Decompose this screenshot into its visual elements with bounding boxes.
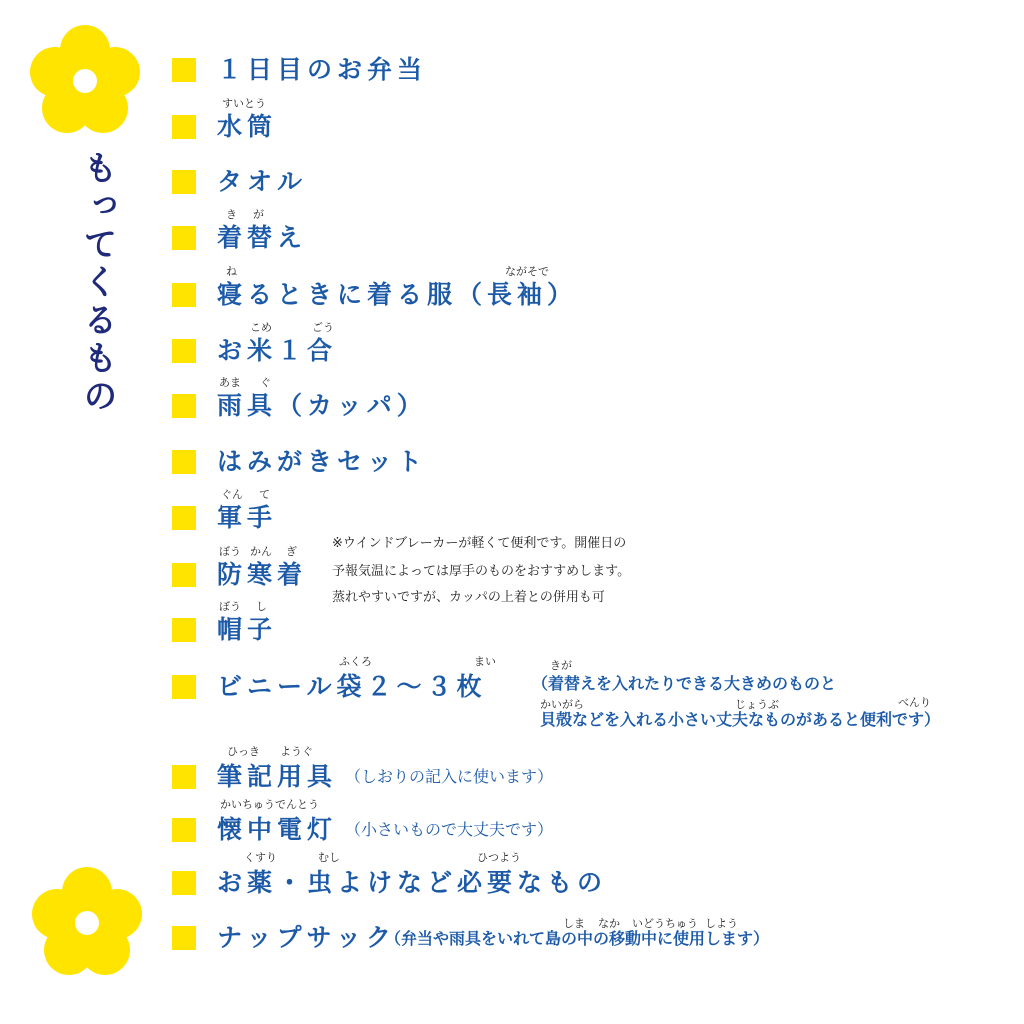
item-label: 着替え	[217, 223, 308, 252]
checkbox-square-icon	[172, 115, 196, 139]
furigana: ぎ	[286, 545, 297, 558]
furigana: ひつよう	[477, 851, 521, 864]
furigana: しま	[563, 917, 585, 930]
item-label: 帽子	[217, 615, 278, 644]
furigana: まい	[474, 655, 496, 668]
furigana: なか	[598, 917, 620, 930]
item-note: 予報気温によっては厚手のものをおすすめします。	[332, 564, 631, 579]
checkbox-square-icon	[172, 283, 196, 307]
item-label: ビニール袋２～３枚	[217, 672, 487, 701]
item-label: はみがきセット	[217, 447, 428, 476]
furigana: ぼう	[219, 545, 241, 558]
checkbox-square-icon	[172, 675, 196, 699]
furigana: かん	[250, 545, 272, 558]
item-label: 軍手	[217, 503, 278, 532]
furigana: しよう	[705, 917, 738, 930]
furigana: ね	[226, 265, 237, 278]
checkbox-square-icon	[172, 170, 196, 194]
item-label: 防寒着	[217, 560, 308, 589]
checkbox-square-icon	[172, 394, 196, 418]
furigana: べんり	[898, 696, 931, 709]
checkbox-square-icon	[172, 871, 196, 895]
checkbox-square-icon	[172, 450, 196, 474]
checkbox-square-icon	[172, 506, 196, 530]
item-label: お薬・虫よけなど必要なもの	[217, 868, 608, 897]
item-label: お米１合	[217, 336, 338, 365]
furigana: ようぐ	[280, 745, 313, 758]
item-note: ※ウインドブレーカーが軽くて便利です。開催日の	[332, 536, 627, 551]
furigana: こめ	[250, 321, 272, 334]
item-note: 貝殻などを入れる小さい丈夫なものがあると便利です）	[540, 710, 941, 729]
checkbox-square-icon	[172, 58, 196, 82]
checkbox-square-icon	[172, 926, 196, 950]
furigana: し	[256, 600, 267, 613]
furigana: くすり	[244, 851, 277, 864]
checkbox-square-icon	[172, 765, 196, 789]
furigana: ぐ	[260, 376, 271, 389]
furigana: ごう	[312, 321, 334, 334]
item-label: 水筒	[217, 112, 278, 141]
furigana: ぐん	[221, 488, 243, 501]
checkbox-square-icon	[172, 618, 196, 642]
item-note: （着替えを入れたりできる大きめのものと	[532, 674, 837, 693]
item-label: タオル	[217, 167, 308, 196]
checkbox-square-icon	[172, 226, 196, 250]
item-label: 寝るときに着る服（長袖）	[217, 280, 578, 309]
checkbox-square-icon	[172, 818, 196, 842]
furigana: て	[259, 488, 270, 501]
checkbox-square-icon	[172, 563, 196, 587]
page-title: もってくるもの	[77, 150, 117, 416]
furigana: じょうぶ	[735, 698, 779, 711]
item-label: 雨具（カッパ）	[217, 391, 427, 420]
item-label: 懐中電灯	[217, 815, 338, 844]
flower-bottom-icon	[30, 866, 144, 980]
furigana: いどうちゅう	[632, 917, 698, 930]
item-note: （弁当や雨具をいれて島の中の移動中に使用します）	[385, 929, 770, 948]
item-label: １日目のお弁当	[217, 55, 428, 84]
checkbox-square-icon	[172, 339, 196, 363]
item-label: ナップサック	[217, 923, 397, 952]
furigana: ぼう	[219, 600, 241, 613]
flower-top-icon	[28, 24, 142, 138]
furigana: かいがら	[540, 698, 584, 711]
furigana: かいちゅうでんとう	[220, 798, 319, 811]
item-note: （小さいもので大丈夫です）	[345, 820, 554, 839]
furigana: むし	[318, 851, 340, 864]
furigana: が	[253, 208, 264, 221]
furigana: ひっき	[227, 745, 260, 758]
item-note: 蒸れやすいですが、カッパの上着との併用も可	[332, 590, 605, 605]
item-label: 筆記用具	[217, 762, 338, 791]
furigana: ふくろ	[339, 655, 372, 668]
furigana: すいとう	[222, 97, 266, 110]
furigana: あま	[219, 376, 241, 389]
furigana: きが	[550, 659, 572, 672]
furigana: き	[226, 208, 237, 221]
item-note: （しおりの記入に使います）	[345, 767, 554, 786]
furigana: ながそで	[505, 265, 549, 278]
